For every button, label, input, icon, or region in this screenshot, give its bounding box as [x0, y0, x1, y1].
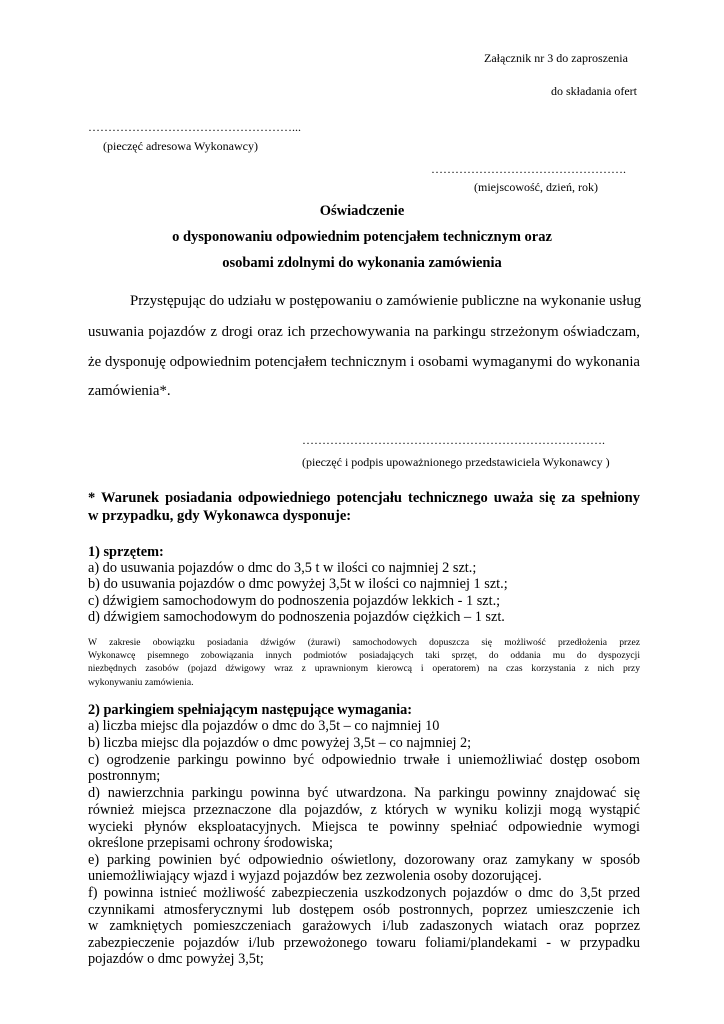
parking-item-e-line-1: e) parking powinien być odpowiednio oświetlony, dozorowany oraz zamykany w sposób: [88, 852, 640, 868]
attachment-line-2: do składania ofert: [551, 84, 637, 98]
note-line-4: wykonywaniu zamówienia.: [88, 677, 194, 688]
note-line-1: W zakresie obowiązku posiadania dźwigów (żurawi) samochodowych dopuszcza się możliwość przedłożenia przez: [88, 637, 640, 648]
statement-line-2: usuwania pojazdów z drogi oraz ich przechowywania na parkingu strzeżonym oświadczam,: [88, 324, 640, 340]
note-line-3: niezbędnych zasobów (pojazd dźwigowy wraz z uprawnionym kierowcą i operatorem) na czas korzystania z nich przy: [88, 663, 640, 674]
statement-line-1: Przystępując do udziału w postępowaniu o zamówienie publiczne na wykonanie usług: [130, 293, 642, 309]
parking-item-c-line-1: c) ogrodzenie parkingu powinno być odpowiednio trwałe i uniemożliwiać dostęp osobom: [88, 752, 640, 768]
parking-item-f-line-2: czynnikami atmosferycznymi lub dostępem osób postronnych, poprzez umieszczenie ich: [88, 902, 640, 918]
condition-line-1: * Warunek posiadania odpowiedniego potencjału technicznego uważa się za spełniony: [88, 490, 640, 506]
equipment-item-c: c) dźwigiem samochodowym do podnoszenia pojazdów lekkich - 1 szt.;: [88, 593, 501, 609]
parking-item-d-line-4: określone przepisami ochrony środowiska;: [88, 835, 333, 851]
parking-item-d-line-1: d) nawierzchnia parkingu powinna być utwardzona. Na parkingu powinny znajdować się: [88, 785, 640, 801]
equipment-item-a: a) do usuwania pojazdów o dmc do 3,5 t w ilości co najmniej 2 szt.;: [88, 560, 477, 576]
parking-item-f-line-1: f) powinna istnieć możliwość zabezpieczenia uszkodzonych pojazdów o dmc do 3,5t przed: [88, 885, 640, 901]
stamp-label: (pieczęć adresowa Wykonawcy): [103, 139, 258, 153]
note-line-2: Wykonawcę pisemnego zobowiązania innych podmiotów posiadających taki sprzęt, do oddania mu do dyspozycji: [88, 650, 640, 661]
parking-item-a: a) liczba miejsc dla pojazdów o dmc do 3,5t – co najmniej 10: [88, 718, 440, 734]
equipment-heading: 1) sprzętem:: [88, 544, 164, 560]
parking-item-d-line-3: wycieki płynów eksploatacyjnych. Miejsca te powinny spełniać odpowiednie wymogi: [88, 819, 640, 835]
attachment-line-1: Załącznik nr 3 do zaproszenia: [484, 51, 628, 65]
statement-line-3: że dysponuję odpowiednim potencjałem technicznym i osobami wymaganymi do wykonania: [88, 354, 640, 370]
stamp-dots: ……………………………………………...: [88, 120, 301, 134]
signature-dots: ………………………………………………………………….: [302, 433, 605, 447]
parking-item-e-line-2: uniemożliwiający wjazd i wyjazd pojazdów bez zezwolenia osoby dozorującej.: [88, 868, 542, 884]
condition-line-2: w przypadku, gdy Wykonawca dysponuje:: [88, 508, 352, 524]
document-subtitle-1: o dysponowaniu odpowiednim potencjałem technicznym oraz: [172, 229, 552, 245]
parking-item-b: b) liczba miejsc dla pojazdów o dmc powyżej 3,5t – co najmniej 2;: [88, 735, 472, 751]
statement-line-4: zamówienia*.: [88, 383, 171, 399]
document-subtitle-2: osobami zdolnymi do wykonania zamówienia: [222, 255, 502, 271]
equipment-item-d: d) dźwigiem samochodowym do podnoszenia pojazdów ciężkich – 1 szt.: [88, 609, 505, 625]
parking-item-c-line-2: postronnym;: [88, 768, 161, 784]
parking-heading: 2) parkingiem spełniającym następujące wymagania:: [88, 702, 413, 718]
parking-item-d-line-2: również miejsca przeznaczone dla pojazdów, z których w wyniku kolizji mogą wystąpić: [88, 802, 640, 818]
place-date-label: (miejscowość, dzień, rok): [474, 180, 598, 194]
parking-item-f-line-4: zabezpieczenie pojazdów i/lub przewożonego towaru foliami/plandekami - w przypadku: [88, 935, 640, 951]
parking-item-f-line-3: w zamkniętych pomieszczeniach garażowych i/lub zadaszonych wiatach oraz poprzez: [88, 918, 640, 934]
place-date-dots: ………………………………………….: [431, 162, 626, 176]
document-title: Oświadczenie: [319, 203, 405, 219]
equipment-item-b: b) do usuwania pojazdów o dmc powyżej 3,5t w ilości co najmniej 1 szt.;: [88, 576, 508, 592]
signature-label: (pieczęć i podpis upoważnionego przedstawiciela Wykonawcy ): [302, 455, 610, 469]
parking-item-f-line-5: pojazdów o dmc powyżej 3,5t;: [88, 951, 264, 967]
